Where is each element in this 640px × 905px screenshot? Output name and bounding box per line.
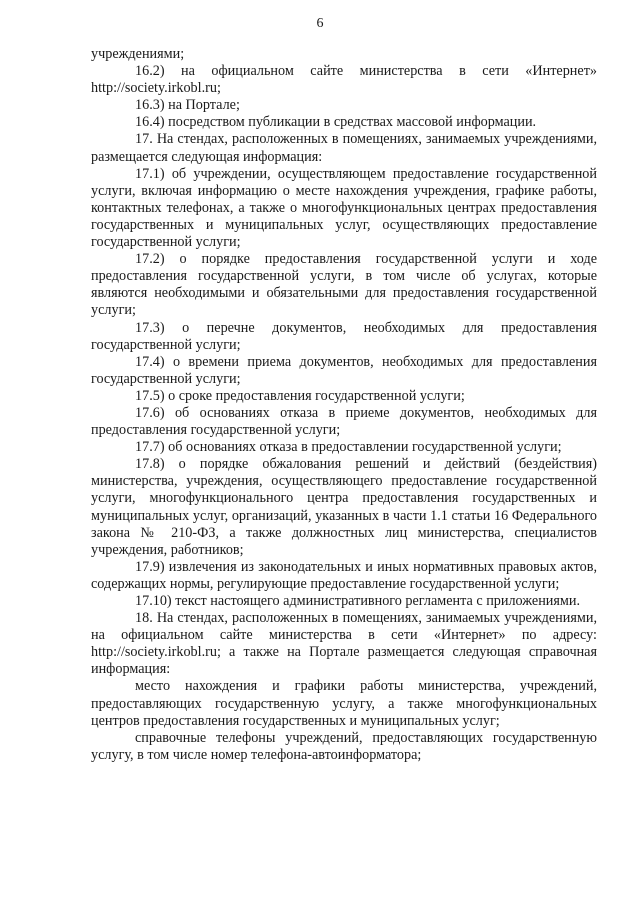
paragraph: место нахождения и графики работы министерства, учреждений, предоставляющих государственную услугу, а также многофункциональных центров предоставления государственных и муниципальных услуг;: [91, 678, 597, 729]
paragraph: 16.2) на официальном сайте министерства в сети «Интернет» http://society.irkobl.ru;: [91, 63, 597, 97]
paragraph: 17.2) о порядке предоставления государственной услуги и ходе предоставления государственной услуги, в том числе об услугах, которые являются необходимыми и обязательными для предоставления государственной услуги;: [91, 251, 597, 319]
page-number: 6: [316, 16, 324, 31]
paragraph: 18. На стендах, расположенных в помещениях, занимаемых учреждениями, на официальном сайте министерства в сети «Интернет» по адресу: http://society.irkobl.ru; а также на Портале размещается следующая справочная информация:: [91, 610, 597, 678]
paragraph: учреждениями;: [91, 46, 185, 62]
paragraph: 17.8) о порядке обжалования решений и действий (бездействия) министерства, учреждения, осуществляющего предоставление государственной услуги, многофункционального центра предоставления государственных и муниципальных услуг, организаций, указанных в части 1.1 статьи 16 Федерального закона № 210-ФЗ, а также должностных лиц министерства, специалистов учреждения, работников;: [91, 456, 597, 558]
paragraph: 17.6) об основаниях отказа в приеме документов, необходимых для предоставления государственной услуги;: [91, 404, 597, 439]
paragraph: 17.9) извлечения из законодательных и иных нормативных правовых актов, содержащих нормы, регулирующие предоставление государственной услуги;: [91, 558, 597, 592]
paragraph: 17.3) о перечне документов, необходимых для предоставления государственной услуги;: [91, 319, 597, 353]
paragraph: 17.5) о сроке предоставления государственной услуги;: [135, 387, 465, 404]
paragraph: 17.10) текст настоящего административного регламента с приложениями.: [135, 593, 581, 609]
paragraph: 17.7) об основаниях отказа в предоставлении государственной услуги;: [135, 439, 562, 456]
paragraph: 17.1) об учреждении, осуществляющем предоставление государственной услуги, включая информацию о месте нахождения учреждения, графике работы, контактных телефонах, а также о многофункциональных центрах предоставления государственных и муниципальных услуг, осуществляющих предоставление государственной услуги;: [91, 165, 597, 251]
document-body: [91, 46, 597, 764]
paragraph: справочные телефоны учреждений, предоставляющих государственную услугу, в том числе номер телефона-автоинформатора;: [91, 729, 597, 763]
paragraph: 17. На стендах, расположенных в помещениях, занимаемых учреждениями, размещается следующая информация:: [91, 131, 597, 165]
paragraph: 17.4) о времени приема документов, необходимых для предоставления государственной услуги;: [91, 353, 597, 387]
paragraph: 16.3) на Портале;: [135, 97, 240, 114]
paragraph: 16.4) посредством публикации в средствах массовой информации.: [135, 114, 537, 131]
